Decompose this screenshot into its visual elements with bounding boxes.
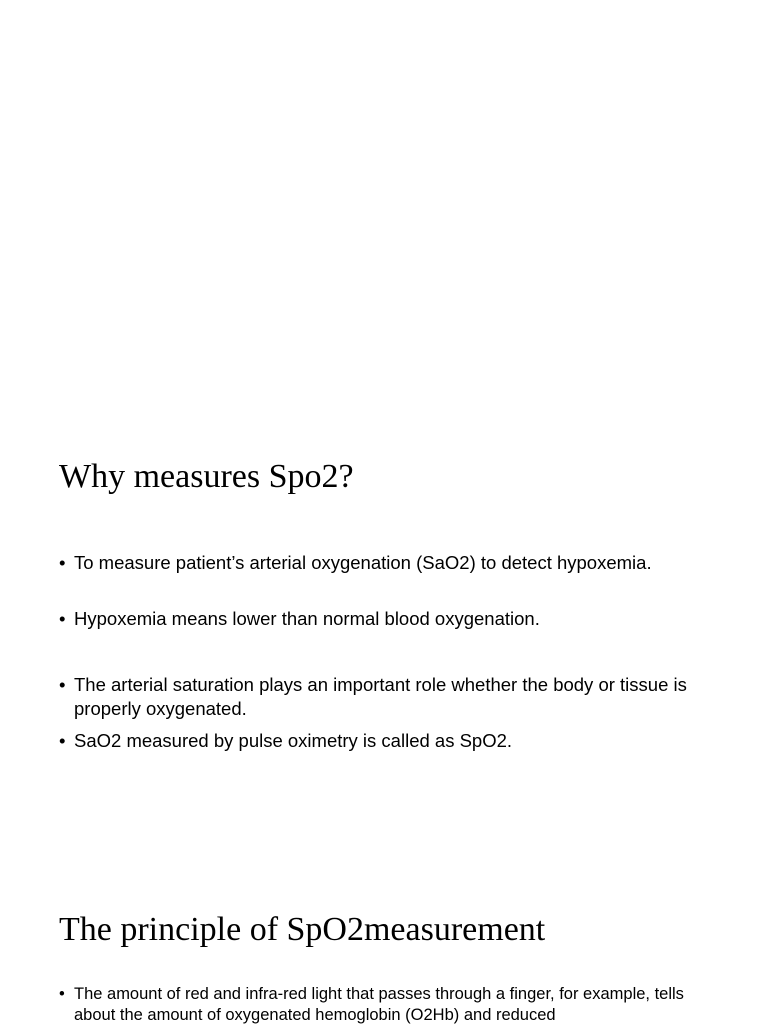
bullet-text: Hypoxemia means lower than normal blood oxygenation. [74,608,540,629]
bullet-list [59,607,709,631]
bullet-text: SaO2 measured by pulse oximetry is called as SpO2. [74,730,513,751]
bullet-text: To measure patient’s arterial oxygenation (SaO2) to detect hypoxemia. [74,552,652,573]
bullet-list [59,984,709,1026]
bullet-item [59,673,709,721]
bullet-item [59,984,709,1026]
slide-title-principle-spo2: The principle of SpO2measurement [59,911,546,948]
bullet-list [59,673,709,721]
bullet-item [59,607,709,631]
bullet-text: The arterial saturation plays an important role whether the body or tissue is properly oxygenated. [74,674,687,719]
bullet-list [59,729,709,753]
bullet-item [59,729,709,753]
bullet-text: The amount of red and infra-red light that passes through a finger, for example, tells about the amount of oxygenated hemoglobin (O2Hb) and reduced [74,985,684,1024]
bullet-list [59,551,709,575]
bullet-item [59,551,709,575]
slide-title-why-measure-spo2: Why measures Spo2? [59,458,354,495]
